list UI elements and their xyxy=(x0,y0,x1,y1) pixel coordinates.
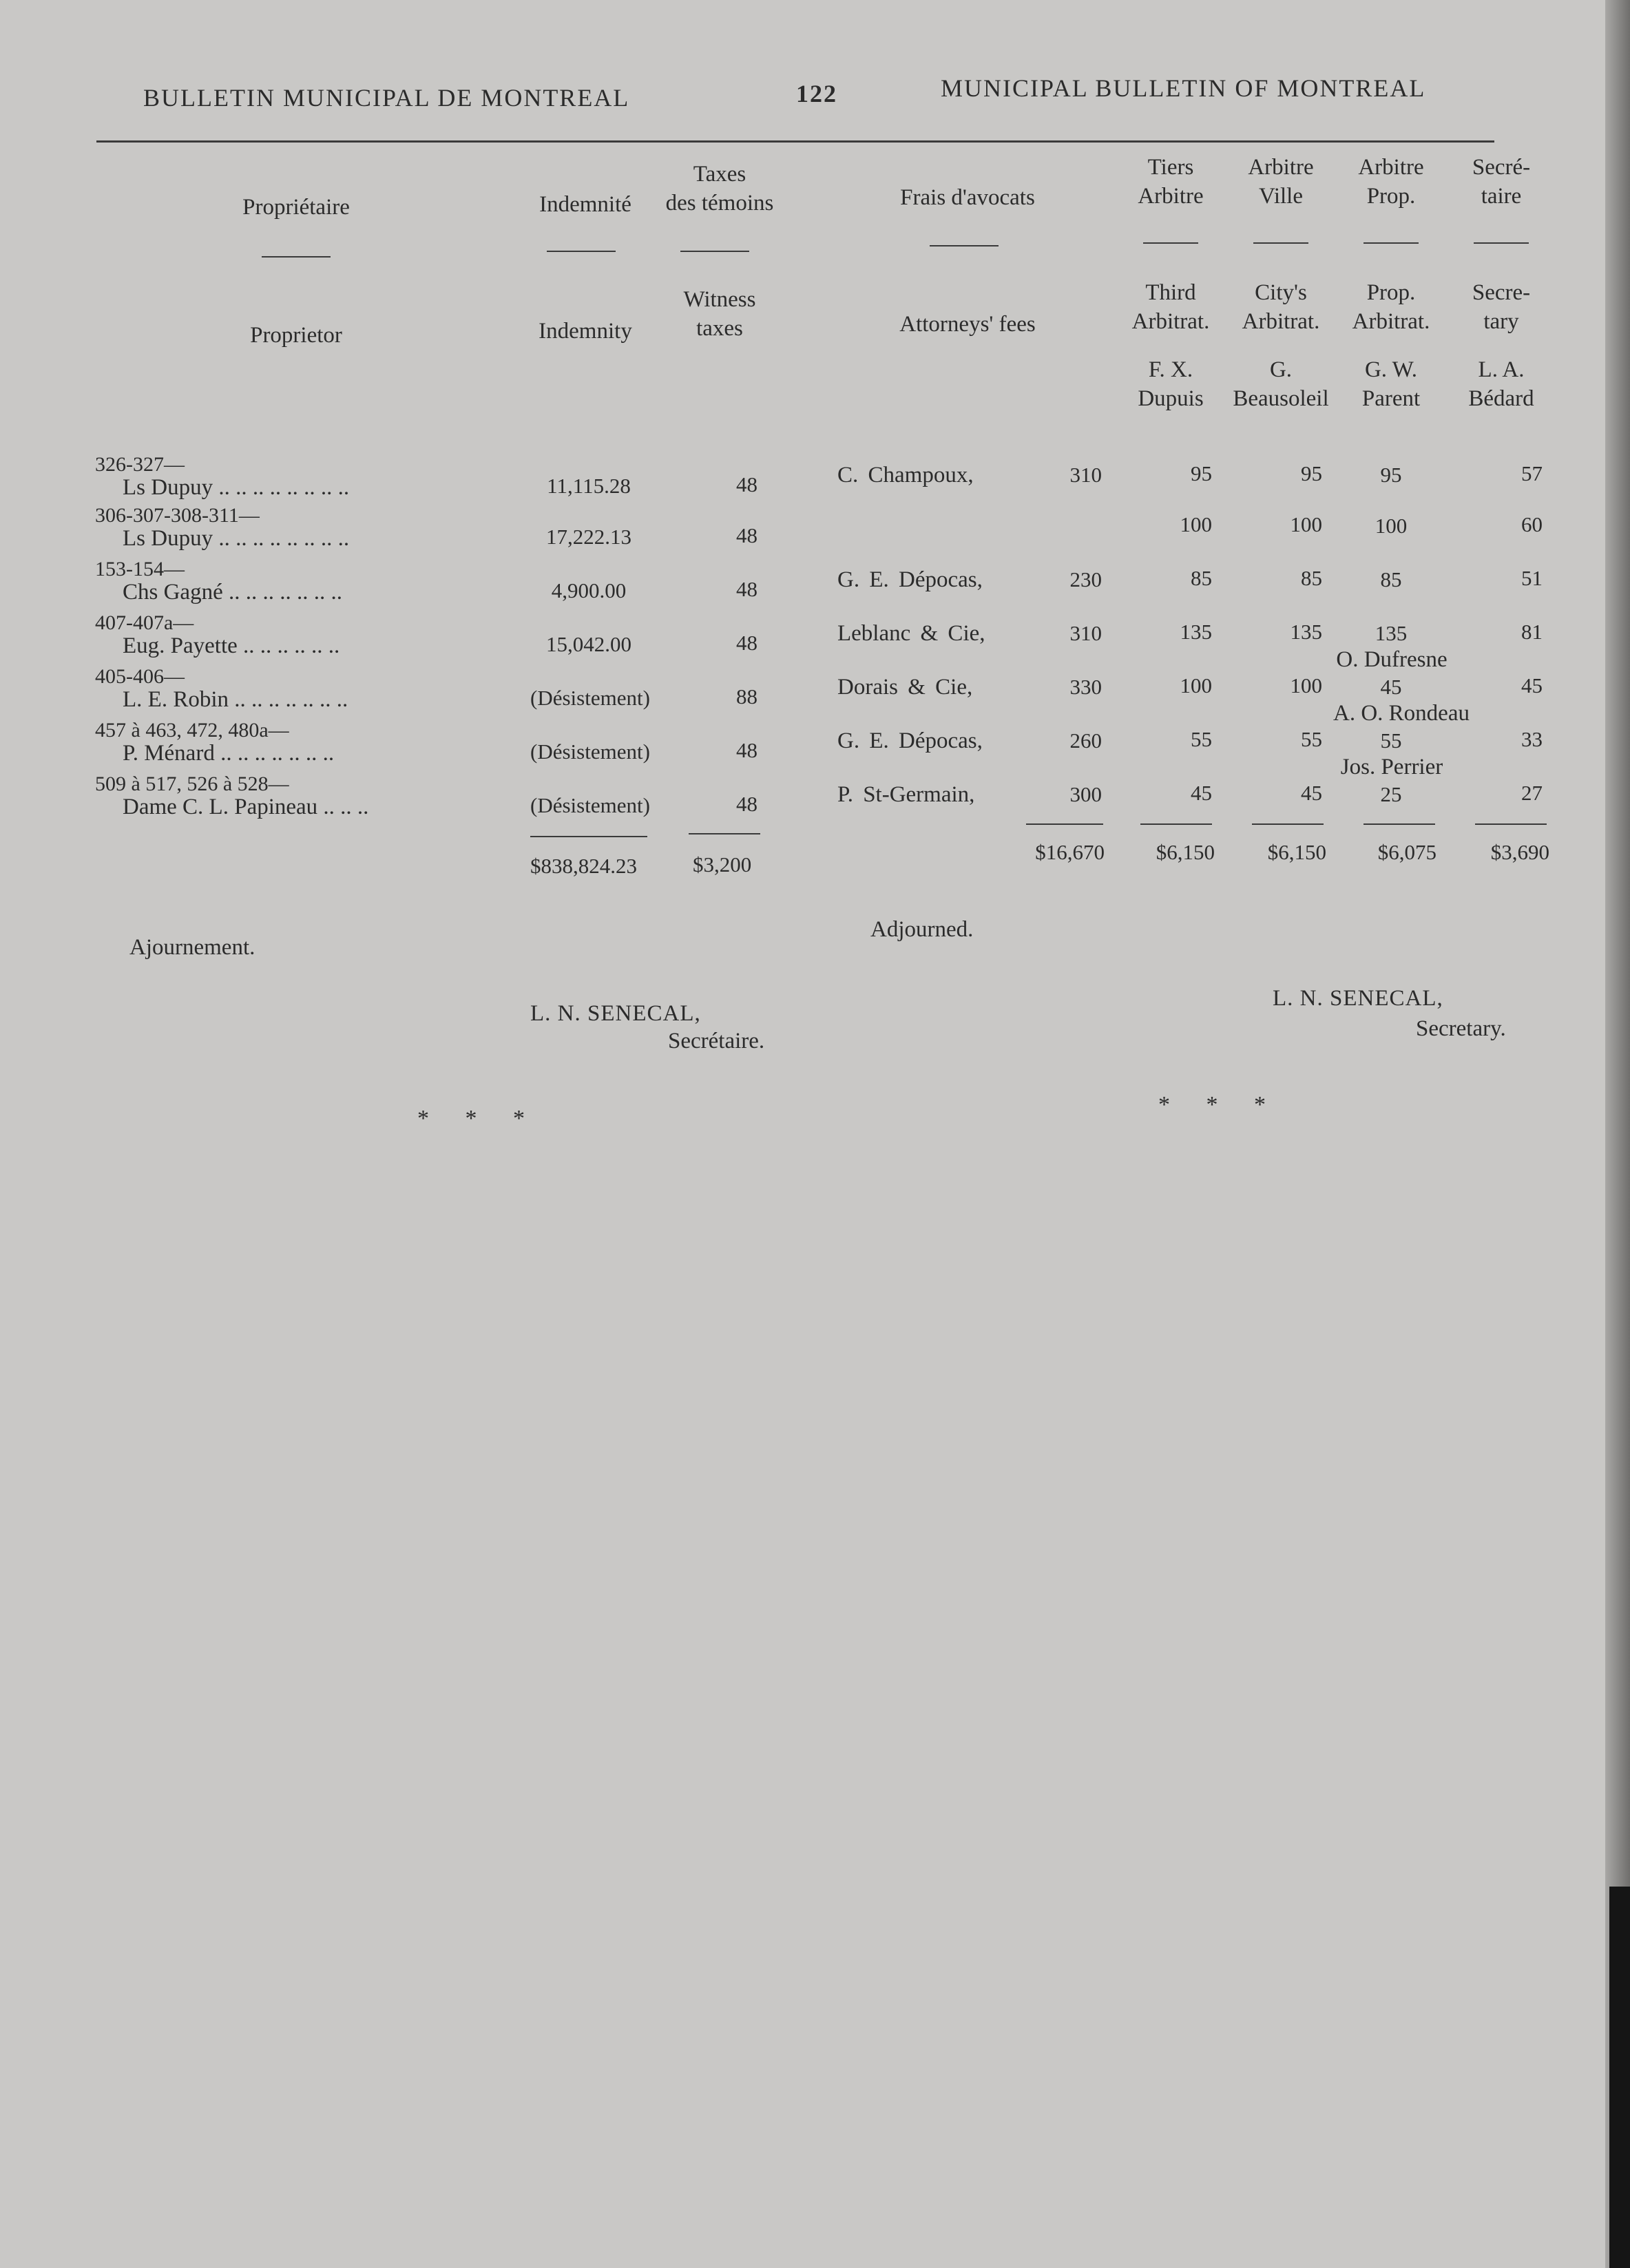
arb-prop-1: G. W. xyxy=(1364,357,1418,382)
secretary-name-fr: L. N. SENECAL, xyxy=(530,1001,701,1026)
third-arbitrator-fee: 85 xyxy=(1191,566,1212,590)
prop-arbitrator-fee: 100 xyxy=(1375,514,1408,538)
indemnity-value: (Désistement) xyxy=(530,739,650,764)
total-indemnity: $838,824.23 xyxy=(530,854,637,878)
arb-prop-2: Parent xyxy=(1361,386,1421,411)
prop-arbitrator-fee: 85 xyxy=(1380,567,1402,591)
secretary-fee: 57 xyxy=(1521,461,1543,485)
lot-number: 153-154— xyxy=(95,558,185,580)
total-rule xyxy=(1363,823,1435,825)
total-rule xyxy=(530,836,647,837)
total-rule xyxy=(1140,823,1212,825)
lot-number: 509 à 517, 526 à 528— xyxy=(95,773,289,795)
header-right: MUNICIPAL BULLETIN OF MONTREAL xyxy=(941,74,1426,102)
heading-divider xyxy=(1143,242,1198,244)
total-rule xyxy=(1252,823,1324,825)
witness-tax-value: 48 xyxy=(736,738,757,762)
col-third-fr-1: Tiers xyxy=(1147,155,1194,180)
col-witness-en-1: Witness xyxy=(683,287,756,312)
total-rule xyxy=(1475,823,1547,825)
third-arbitrator-fee: 135 xyxy=(1180,620,1212,644)
witness-tax-value: 48 xyxy=(736,577,757,601)
col-proprietor-fr: Propriétaire xyxy=(242,195,350,220)
indemnity-value: 11,115.28 xyxy=(547,474,631,498)
arb-third-1: F. X. xyxy=(1148,357,1193,382)
prop-arbitrator-fee: 25 xyxy=(1380,782,1402,806)
owner-name: Ls Dupuy .. .. .. .. .. .. .. .. xyxy=(123,475,350,500)
col-prop-fr-2: Prop. xyxy=(1366,184,1416,209)
indemnity-value: (Désistement) xyxy=(530,686,650,710)
col-indemnity-en: Indemnity xyxy=(539,319,632,344)
attorney-name: G. E. Dépocas, xyxy=(837,567,983,592)
attorney-fee: 230 xyxy=(1069,567,1102,591)
adjourned-fr: Ajournement. xyxy=(129,935,255,960)
adjourned-en: Adjourned. xyxy=(870,917,974,942)
third-arbitrator-fee: 100 xyxy=(1180,512,1212,536)
col-prop-fr-1: Arbitre xyxy=(1358,155,1424,180)
col-witness-fr-1: Taxes xyxy=(693,162,746,187)
witness-tax-value: 48 xyxy=(736,472,757,496)
secretary-title-en: Secretary. xyxy=(1416,1016,1506,1041)
secretary-fee: 33 xyxy=(1521,727,1543,751)
col-prop-en-1: Prop. xyxy=(1366,280,1416,305)
indemnity-value: (Désistement) xyxy=(530,793,650,817)
attorney-name: Leblanc & Cie, xyxy=(837,621,985,646)
witness-tax-value: 48 xyxy=(736,523,757,547)
attorney-fee: 310 xyxy=(1069,463,1102,487)
secretary-fee: 51 xyxy=(1521,566,1543,590)
secretary-fee: 81 xyxy=(1521,620,1543,644)
secretary-name-en: L. N. SENECAL, xyxy=(1273,986,1443,1011)
owner-name: Chs Gagné .. .. .. .. .. .. .. xyxy=(123,580,342,605)
city-arbitrator-fee: 85 xyxy=(1301,566,1322,590)
witness-tax-value: 48 xyxy=(736,792,757,816)
arb-sec-1: L. A. xyxy=(1478,357,1525,382)
city-arbitrator-fee: 95 xyxy=(1301,461,1322,485)
col-witness-fr-2: des témoins xyxy=(665,191,774,216)
attorney-fee: 330 xyxy=(1069,675,1102,699)
col-sec-en-1: Secre- xyxy=(1472,280,1531,305)
secretary-fee: 27 xyxy=(1521,781,1543,805)
col-prop-en-2: Arbitrat. xyxy=(1352,309,1430,334)
prop-arbitrator-name: O. Dufresne xyxy=(1336,647,1448,672)
arb-city-2: Beausoleil xyxy=(1233,386,1329,411)
attorney-name: P. St-Germain, xyxy=(837,782,975,807)
header-left: BULLETIN MUNICIPAL DE MONTREAL xyxy=(143,84,630,112)
attorney-name: G. E. Dépocas, xyxy=(837,728,983,753)
heading-divider xyxy=(1253,242,1308,244)
heading-divider xyxy=(547,251,616,252)
attorney-fee: 260 xyxy=(1069,728,1102,753)
owner-name: L. E. Robin .. .. .. .. .. .. .. xyxy=(123,687,348,712)
col-city-fr-2: Ville xyxy=(1258,184,1303,209)
third-arbitrator-fee: 95 xyxy=(1191,461,1212,485)
col-attorneys-fr: Frais d'avocats xyxy=(900,185,1035,210)
total-third: $6,150 xyxy=(1156,840,1215,864)
heading-divider xyxy=(680,251,749,252)
lot-number: 306-307-308-311— xyxy=(95,504,260,527)
section-stars-en: * * * xyxy=(1158,1092,1281,1117)
col-third-en-2: Arbitrat. xyxy=(1131,309,1210,334)
col-city-fr-1: Arbitre xyxy=(1248,155,1314,180)
arb-sec-2: Bédard xyxy=(1468,386,1534,411)
city-arbitrator-fee: 100 xyxy=(1290,512,1322,536)
attorney-fee: 300 xyxy=(1069,782,1102,806)
indemnity-value: 4,900.00 xyxy=(551,578,627,602)
secretary-fee: 60 xyxy=(1521,512,1543,536)
prop-arbitrator-fee: 95 xyxy=(1380,463,1402,487)
owner-name: Eug. Payette .. .. .. .. .. .. xyxy=(123,633,340,658)
heading-divider xyxy=(1363,242,1419,244)
secretary-title-fr: Secrétaire. xyxy=(668,1029,765,1053)
book-spine-edge xyxy=(1609,1887,1630,2268)
city-arbitrator-fee: 100 xyxy=(1290,673,1322,697)
third-arbitrator-fee: 45 xyxy=(1191,781,1212,805)
lot-number: 326-327— xyxy=(95,453,185,476)
col-city-en-1: City's xyxy=(1255,280,1307,305)
arb-city-1: G. xyxy=(1269,357,1293,382)
third-arbitrator-fee: 100 xyxy=(1180,673,1212,697)
city-arbitrator-fee: 135 xyxy=(1290,620,1322,644)
city-arbitrator-fee: 45 xyxy=(1301,781,1322,805)
prop-arbitrator-fee: 135 xyxy=(1375,621,1408,645)
prop-arbitrator-name: A. O. Rondeau xyxy=(1333,701,1470,726)
heading-divider xyxy=(262,256,331,258)
attorney-fee: 310 xyxy=(1069,621,1102,645)
owner-name: Ls Dupuy .. .. .. .. .. .. .. .. xyxy=(123,526,350,551)
indemnity-value: 15,042.00 xyxy=(546,632,631,656)
indemnity-value: 17,222.13 xyxy=(546,525,631,549)
col-witness-en-2: taxes xyxy=(696,316,743,341)
page-number: 122 xyxy=(796,80,837,107)
col-sec-en-2: tary xyxy=(1483,309,1519,334)
header-rule xyxy=(96,140,1494,143)
total-city: $6,150 xyxy=(1267,840,1326,864)
total-sec: $3,690 xyxy=(1490,840,1549,864)
city-arbitrator-fee: 55 xyxy=(1301,727,1322,751)
col-third-fr-2: Arbitre xyxy=(1138,184,1204,209)
witness-tax-value: 88 xyxy=(736,684,757,708)
heading-divider xyxy=(930,245,999,246)
attorney-name: C. Champoux, xyxy=(837,463,974,487)
prop-arbitrator-name: Jos. Perrier xyxy=(1340,755,1443,779)
secretary-fee: 45 xyxy=(1521,673,1543,697)
total-rule xyxy=(1026,823,1103,825)
col-city-en-2: Arbitrat. xyxy=(1242,309,1320,334)
prop-arbitrator-fee: 55 xyxy=(1380,728,1402,753)
col-indemnity-fr: Indemnité xyxy=(539,192,631,217)
owner-name: Dame C. L. Papineau .. .. .. xyxy=(123,795,369,819)
col-third-en-1: Third xyxy=(1145,280,1196,305)
total-rule xyxy=(689,833,760,834)
total-witness: $3,200 xyxy=(693,852,752,876)
section-stars-fr: * * * xyxy=(417,1106,540,1131)
lot-number: 405-406— xyxy=(95,665,185,688)
total-fees: $16,670 xyxy=(1035,840,1105,864)
owner-name: P. Ménard .. .. .. .. .. .. .. xyxy=(123,741,335,766)
witness-tax-value: 48 xyxy=(736,631,757,655)
arb-third-2: Dupuis xyxy=(1138,386,1204,411)
col-sec-fr-1: Secré- xyxy=(1472,155,1531,180)
total-prop: $6,075 xyxy=(1377,840,1436,864)
heading-divider xyxy=(1474,242,1529,244)
attorney-name: Dorais & Cie, xyxy=(837,675,973,700)
col-sec-fr-2: taire xyxy=(1481,184,1522,209)
col-proprietor-en: Proprietor xyxy=(250,323,342,348)
lot-number: 407-407a— xyxy=(95,611,194,634)
third-arbitrator-fee: 55 xyxy=(1191,727,1212,751)
lot-number: 457 à 463, 472, 480a— xyxy=(95,719,289,742)
prop-arbitrator-fee: 45 xyxy=(1380,675,1402,699)
col-attorneys-en: Attorneys' fees xyxy=(899,312,1036,337)
